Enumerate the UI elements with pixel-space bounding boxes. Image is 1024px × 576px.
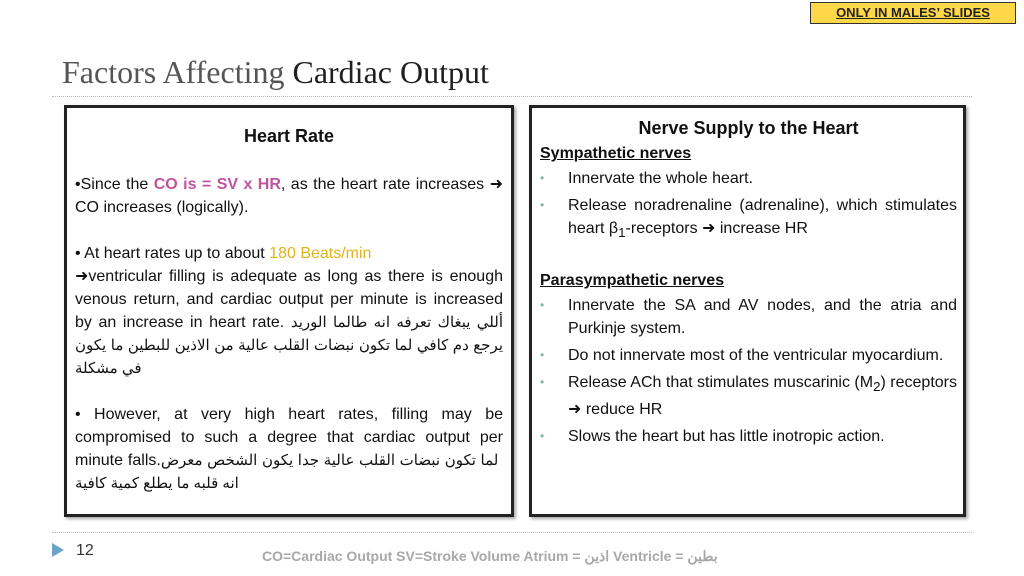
heart-rate-heading: Heart Rate [243, 126, 335, 146]
nerve-supply-heading: Nerve Supply to the Heart [638, 118, 859, 138]
play-icon [52, 543, 64, 557]
slide-tag: ONLY IN MALES’ SLIDES [810, 2, 1016, 24]
arabic-note-1: أللي يبغاك تعرفه انه طالما الوريد يرجع دم كافي لما تكون نبضات القلب عالية من الاذين للبطين ما يكون في مشكلة [75, 314, 503, 377]
arabic-note-2: لما تكون نبضات القلب عالية جدا يكون الشخص معرض انه قلبه ما يطلع كمية كافية [75, 452, 503, 492]
list-item: • Innervate the SA and AV nodes, and the atria and Purkinje system. [540, 294, 957, 340]
high-rate-paragraph: • However, at very high heart rates, filling may be compromised to such a degree that cardiac output per minute falls. لما تكون نبضات القلب عالية جدا يكون الشخص معرض انه قلبه ما يطلع كمية كافية [75, 406, 503, 492]
title-part-1: Factors Affecting [62, 54, 293, 90]
arrow-right-icon: ➜ [568, 401, 582, 419]
list-item: • Innervate the whole heart. [540, 167, 957, 190]
parasympathetic-list [540, 294, 957, 448]
sympathetic-title: Sympathetic nerves [540, 145, 692, 162]
footer-divider [52, 532, 972, 533]
page-title [62, 54, 489, 91]
nerve-supply-panel [529, 105, 966, 517]
venous-return-paragraph: • At heart rates up to about 180 Beats/min ➜ventricular filling is adequate as long as there is enough venous return, and cardiac output per minute is increased by an increase in heart rate. أللي يبغاك تعرفه انه طالما الوريد يرجع دم كافي لما تكون نبضات القلب عالية من الاذين للبطين ما يكون في مشكلة [75, 245, 503, 377]
sympathetic-list [540, 167, 957, 244]
co-formula: CO is = SV x HR [153, 176, 281, 193]
title-part-2: Cardiac Output [292, 54, 489, 90]
title-divider [52, 96, 972, 97]
list-item: • Slows the heart but has little inotropic action. [540, 425, 957, 448]
heart-rate-panel [64, 105, 514, 517]
list-item: • Do not innervate most of the ventricular myocardium. [540, 344, 957, 367]
co-formula-paragraph: •Since the CO is = SV x HR, as the heart rate increases ➜ CO increases (logically). [75, 176, 504, 216]
list-item: • Release noradrenaline (adrenaline), which stimulates heart $\beta_1$-receptors ➜ increase HR [540, 194, 957, 244]
parasympathetic-title: Parasympathetic nerves [540, 272, 725, 290]
page-number: 12 [76, 542, 94, 559]
arrow-right-icon: ➜ [702, 220, 716, 237]
list-item: • Release ACh that stimulates muscarinic $(M_2)$ receptors ➜ reduce HR [540, 371, 957, 421]
arrow-right-icon: ➜ [75, 268, 89, 285]
abbreviation-legend: CO=Cardiac Output SV=Stroke Volume Atrium = اذين Ventricle = بطين [262, 548, 718, 564]
arrow-right-icon: ➜ [489, 176, 504, 193]
beats-value: 180 Beats/min [269, 245, 372, 262]
